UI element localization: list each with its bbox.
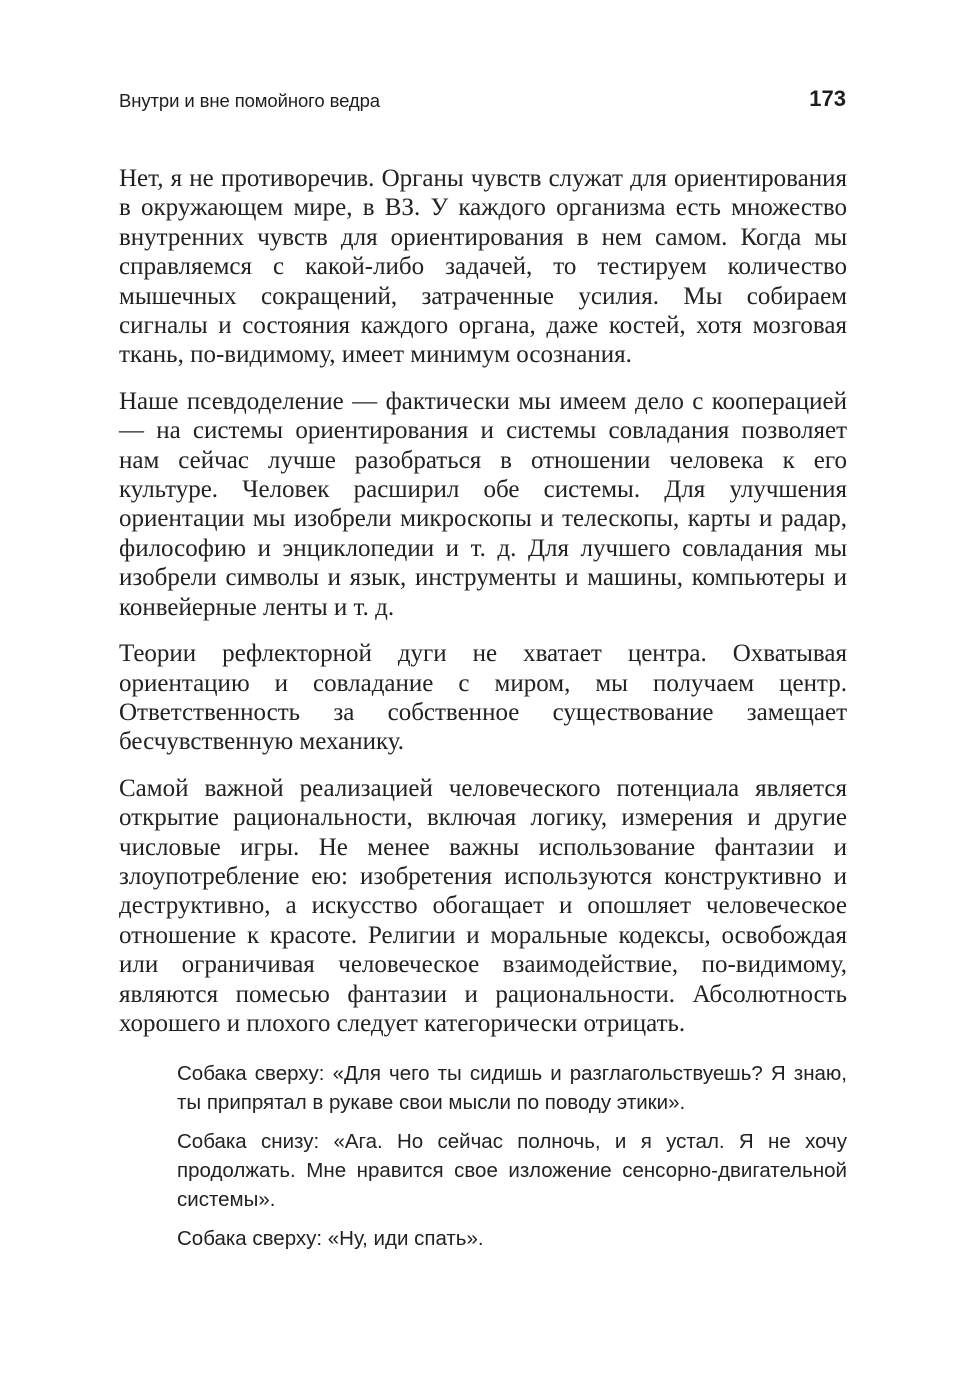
dialogue-line: Собака сверху: «Ну, иди спать».: [177, 1227, 484, 1250]
page-header: [119, 84, 846, 118]
paragraph: Самой важной реализацией человеческого потенциала является открытие рациональности, включая логику, измерения и другие числовые игры. Не менее важны использование фантазии и злоупотребление ею: изобретения используются конструктивно и деструктивно, а искусство обогащает и опошляет человеческое отношение к красоте. Религии и моральные кодексы, освобождая или ограничивая человеческое взаимодействие, по-видимому, являются помесью фантазии и рациональности. Абсолютность хорошего и плохого следует категорически отрицать.: [119, 774, 847, 1037]
dialogue-line: Собака сверху: «Для чего ты сидишь и разглагольствуешь? Я знаю, ты припрятал в рукаве свои мысли по поводу этики».: [177, 1062, 847, 1114]
main-text: [119, 164, 847, 1055]
running-title: Внутри и вне помойного ведра: [119, 90, 380, 111]
dialogue-line: Собака снизу: «Ага. Но сейчас полночь, и я устал. Я не хочу продолжать. Мне нравится свое изложение сенсорно-двигательной системы».: [177, 1130, 847, 1211]
page-number: 173: [809, 86, 846, 111]
dialogue-block: [177, 1059, 847, 1263]
paragraph: Теории рефлекторной дуги не хватает центра. Охватывая ориентацию и совладание с миром, мы получаем центр. Ответственность за собственное существование замещает бесчувственную механику.: [119, 640, 847, 756]
paragraph: Наше псевдоделение — фактически мы имеем дело с кооперацией — на системы ориентирования и системы совладания позволяет нам сейчас лучше разобраться в отношении человека к его культуре. Человек расширил обе системы. Для улучшения ориентации мы изобрели микроскопы и телескопы, карты и радар, философию и энциклопедии и т. д. Для лучшего совладания мы изобрели символы и язык, инструменты и машины, компьютеры и конвейерные ленты и т. д.: [119, 387, 847, 621]
paragraph: Нет, я не противоречив. Органы чувств служат для ориентирования в окружающем мире, в ВЗ. У каждого организма есть множество внутренних чувств для ориентирования в нем самом. Когда мы справляемся с какой-либо задачей, то тестируем количество мышечных сокращений, затраченные усилия. Мы собираем сигналы и состояния каждого органа, даже костей, хотя мозговая ткань, по-видимому, имеет минимум осознания.: [119, 165, 847, 369]
